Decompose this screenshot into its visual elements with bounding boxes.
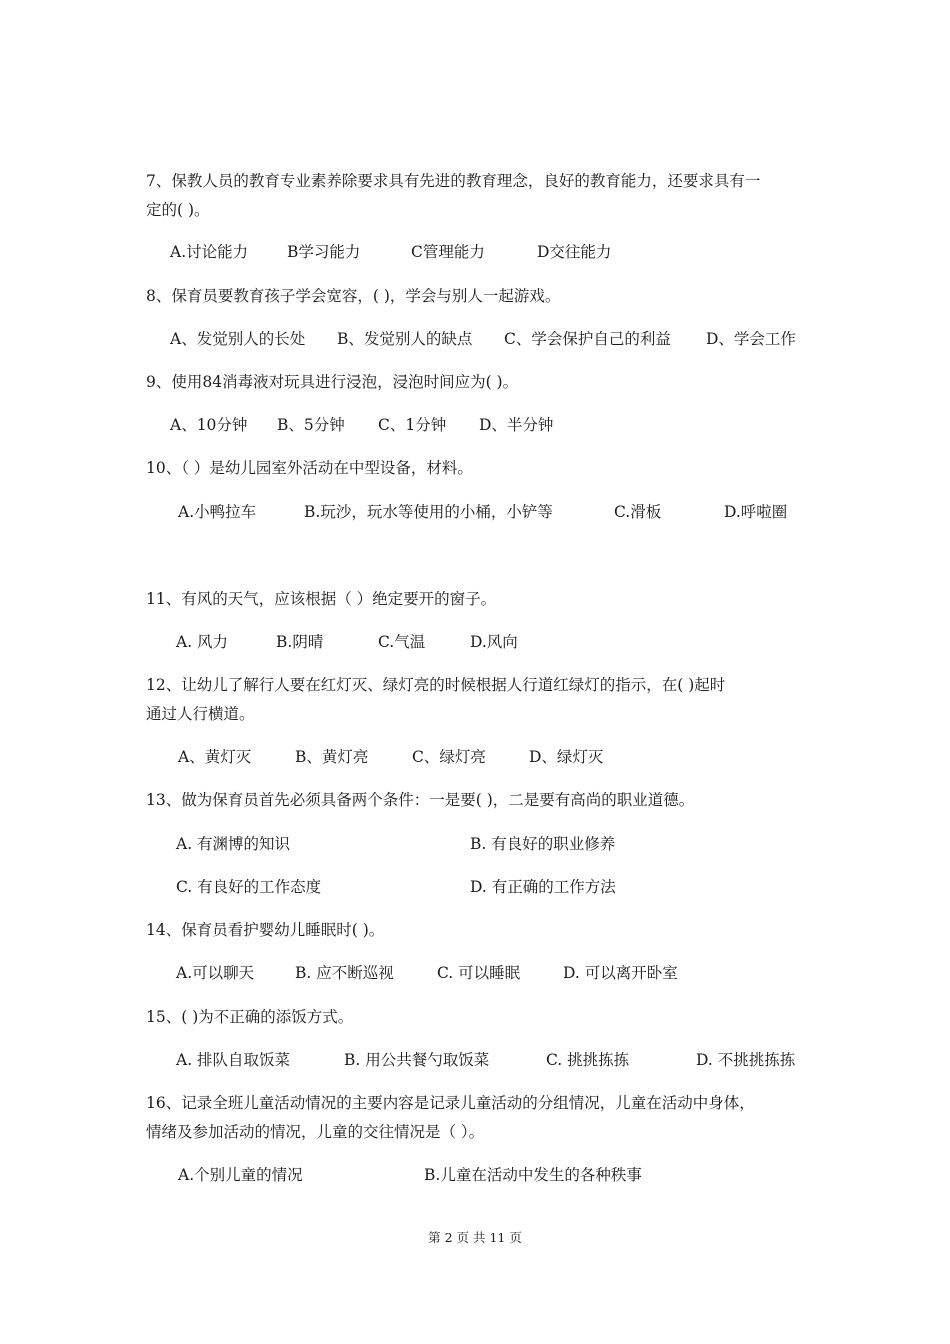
- question-9-option-c: C、1分钟: [378, 416, 447, 434]
- question-7-option-d: D交往能力: [537, 243, 612, 261]
- question-7-option-c: C管理能力: [411, 243, 485, 261]
- question-9-option-a: A、10分钟: [170, 416, 248, 434]
- question-10-option-c: C.滑板: [614, 503, 662, 521]
- question-15-option-a: A. 排队自取饭菜: [176, 1051, 291, 1069]
- question-10-option-d: D.呼啦圈: [724, 503, 788, 521]
- question-10-option-b: B.玩沙，玩水等使用的小桶，小铲等: [304, 503, 553, 521]
- question-12-option-c: C、绿灯亮: [412, 748, 486, 766]
- question-15-option-d: D. 不挑挑拣拣: [696, 1051, 796, 1069]
- question-11-option-a: A. 风力: [176, 633, 229, 651]
- question-16-option-a: A.个别儿童的情况: [178, 1166, 303, 1184]
- question-13-option-b: B. 有良好的职业修养: [470, 835, 616, 853]
- question-13-option-d: D. 有正确的工作方法: [470, 878, 616, 896]
- question-8-text: 8、保育员要教育孩子学会宽容，( )，学会与别人一起游戏。: [146, 287, 561, 305]
- question-16-text-cont: 情绪及参加活动的情况，儿童的交往情况是（ ）。: [146, 1123, 485, 1141]
- question-13-text: 13、做为保育员首先必须具备两个条件：一是要( )，二是要有高尚的职业道德。: [146, 791, 695, 809]
- page-number-footer: 第 2 页 共 11 页: [428, 1230, 522, 1245]
- question-7-option-a: A.讨论能力: [170, 243, 249, 261]
- question-8-option-c: C、学会保护自己的利益: [504, 330, 671, 348]
- question-15-option-c: C. 挑挑拣拣: [546, 1051, 630, 1069]
- question-15-option-b: B. 用公共餐勺取饭菜: [344, 1051, 490, 1069]
- question-16-text: 16、记录全班儿童活动情况的主要内容是记录儿童活动的分组情况，儿童在活动中身体，: [146, 1094, 755, 1112]
- question-10-option-a: A.小鸭拉车: [178, 503, 257, 521]
- question-12-text-cont: 通过人行横道。: [146, 705, 255, 723]
- question-14-option-d: D. 可以离开卧室: [563, 964, 678, 982]
- question-14-option-c: C. 可以睡眠: [437, 964, 521, 982]
- question-7-option-b: B学习能力: [287, 243, 361, 261]
- question-7-text: 7、保教人员的教育专业素养除要求具有先进的教育理念，良好的教育能力，还要求具有一: [146, 172, 761, 190]
- question-12-option-b: B、黄灯亮: [295, 748, 369, 766]
- question-9-option-d: D、半分钟: [479, 416, 554, 434]
- question-13-option-c: C. 有良好的工作态度: [176, 878, 322, 896]
- question-11-option-c: C.气温: [378, 633, 426, 651]
- question-8-option-b: B、发觉别人的缺点: [337, 330, 473, 348]
- question-15-text: 15、( )为不正确的添饭方式。: [146, 1008, 354, 1026]
- question-8-option-a: A、发觉别人的长处: [170, 330, 306, 348]
- question-7-text-cont: 定的( )。: [146, 201, 210, 219]
- question-12-text: 12、让幼儿了解行人要在红灯灭、绿灯亮的时候根据人行道红绿灯的指示，在( )起时: [146, 676, 726, 694]
- question-12-option-a: A、黄灯灭: [178, 748, 252, 766]
- question-11-text: 11、有风的天气，应该根据（ ）绝定要开的窗子。: [146, 590, 497, 608]
- question-9-option-b: B、5分钟: [277, 416, 345, 434]
- question-14-option-b: B. 应不断巡视: [295, 964, 394, 982]
- question-16-option-b: B.儿童在活动中发生的各种秩事: [424, 1166, 642, 1184]
- question-9-text: 9、使用84消毒液对玩具进行浸泡，浸泡时间应为( )。: [146, 373, 519, 391]
- question-10-text: 10、（ ）是幼儿园室外活动在中型设备，材料。: [146, 459, 473, 477]
- question-11-option-b: B.阴晴: [276, 633, 324, 651]
- question-12-option-d: D、绿灯灭: [529, 748, 604, 766]
- question-8-option-d: D、学会工作: [706, 330, 796, 348]
- question-11-option-d: D.风向: [470, 633, 518, 651]
- question-13-option-a: A. 有渊博的知识: [176, 835, 291, 853]
- question-14-text: 14、保育员看护婴幼儿睡眠时( )。: [146, 921, 385, 939]
- question-14-option-a: A.可以聊天: [176, 964, 255, 982]
